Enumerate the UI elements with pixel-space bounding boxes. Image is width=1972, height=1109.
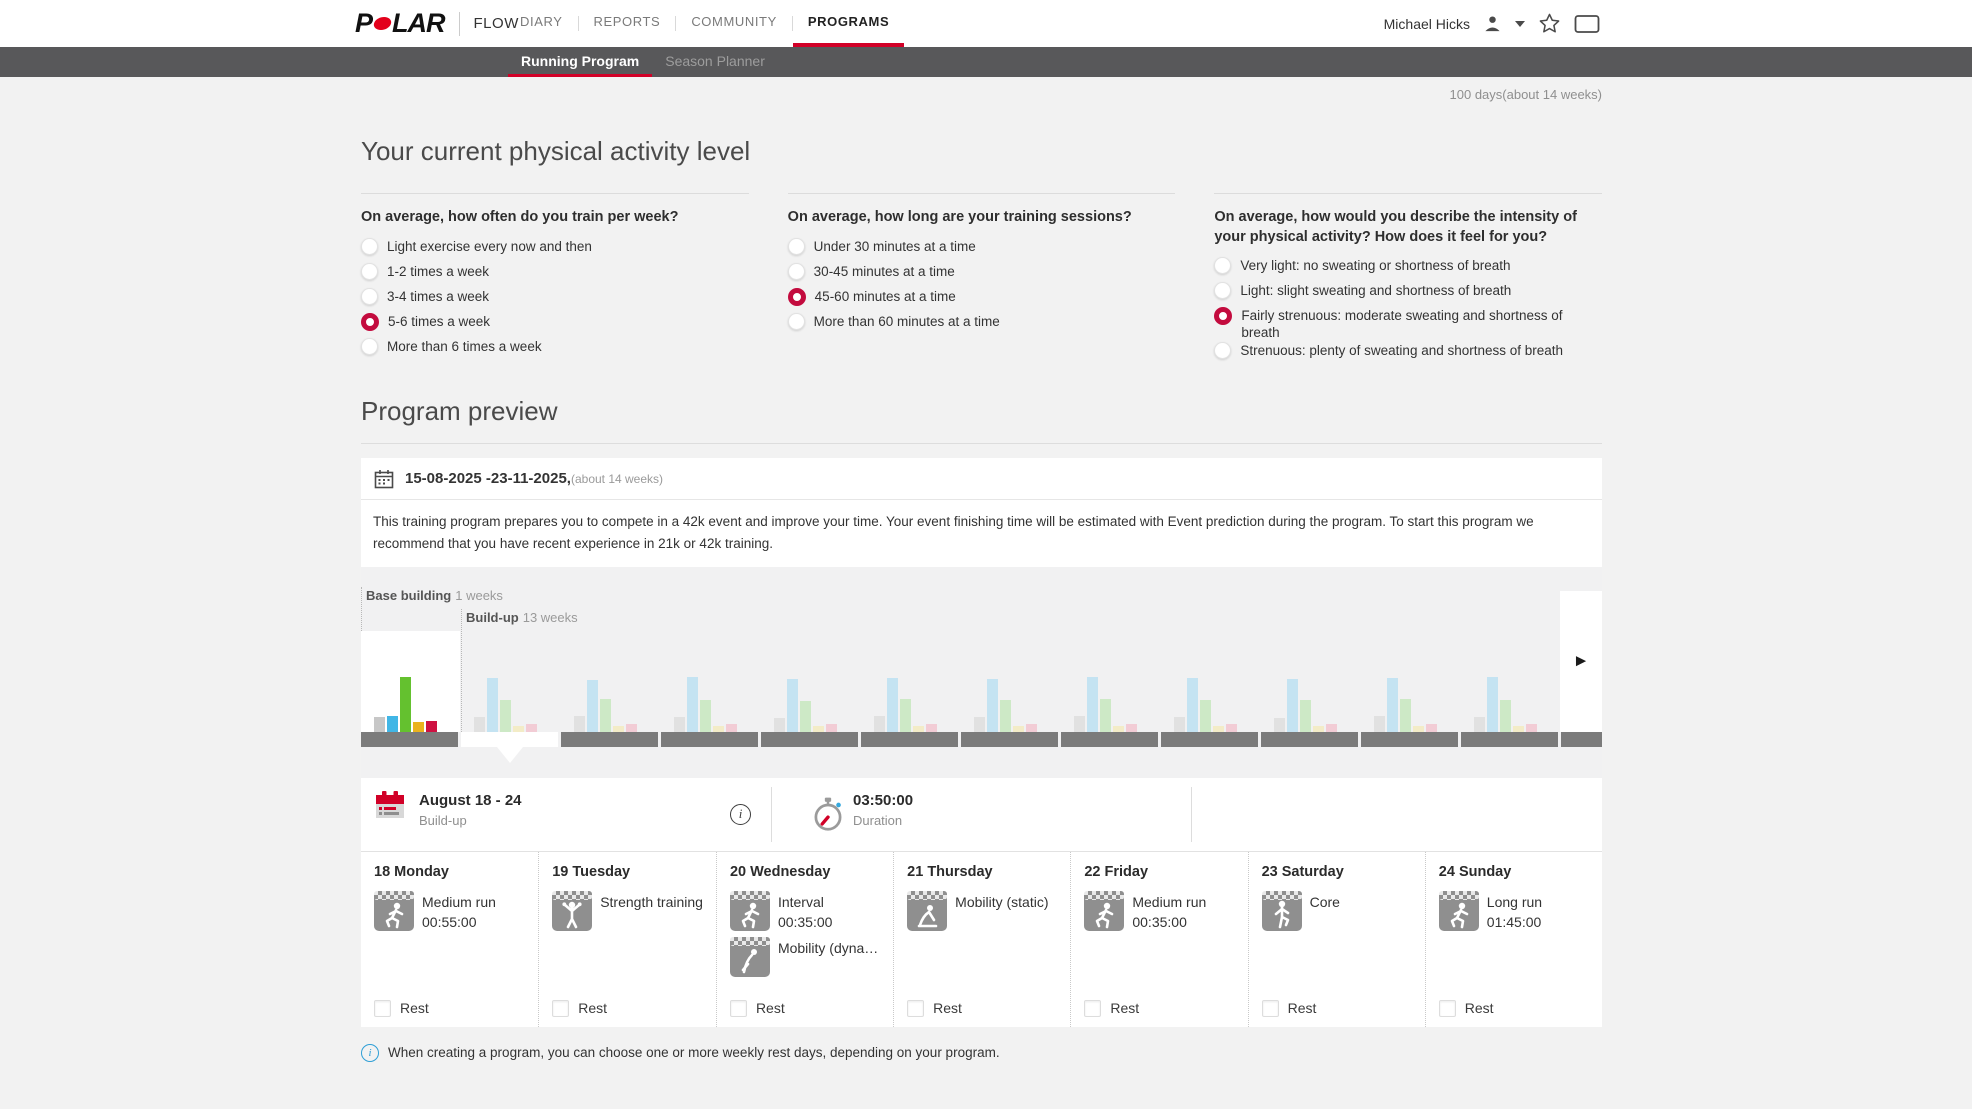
chart-bar (426, 721, 437, 732)
week-info-icon[interactable] (730, 804, 751, 825)
chart-bar (1274, 718, 1285, 732)
strength-icon (552, 891, 592, 931)
activity-text (422, 891, 496, 931)
user-menu-caret-icon[interactable] (1515, 21, 1525, 27)
chart-bar (500, 700, 511, 732)
nav-item-diary[interactable]: DIARY (520, 14, 563, 29)
chart-bar (1026, 724, 1037, 732)
chart-bar (587, 680, 598, 732)
week-days-grid (361, 852, 1602, 1027)
tab-running-program[interactable]: Running Program (508, 47, 652, 77)
radio-button[interactable] (361, 238, 378, 255)
radio-option-label: Light exercise every now and then (387, 238, 592, 254)
rest-label: Rest (1287, 1000, 1317, 1017)
chart-bar (1526, 724, 1537, 732)
radio-option-label: 30-45 minutes at a time (813, 263, 955, 279)
question-title: On average, how would you describe the intensity of your physical activity? How does it feel for you? (1214, 209, 1577, 245)
program-description: This training program prepares you to compete in a 42k event and improve your time. Your event finishing time will be estimated with Event prediction during the program. To start this program we recommend that you have recent experience in 21k or 42k training. (373, 514, 1534, 552)
chart-bar (374, 717, 385, 732)
day-activities (1084, 891, 1234, 1000)
chart-bar (400, 677, 411, 732)
activity-name: Interval (777, 893, 824, 910)
activity-item[interactable] (552, 891, 703, 931)
timeline-week-segment[interactable] (861, 732, 958, 747)
activity-name: Mobility (static) (955, 893, 1049, 910)
nav-item-programs[interactable]: PROGRAMS (793, 0, 904, 47)
timeline-week-segment[interactable] (461, 732, 558, 747)
question-title: On average, how often do you train per week? (361, 209, 679, 225)
note-text: When creating a program, you can choose one or more weekly rest days, depending on your program. (388, 1045, 1000, 1061)
rest-toggle[interactable] (1262, 1000, 1412, 1017)
radio-button[interactable] (1214, 282, 1231, 299)
week-duration-block (853, 792, 913, 828)
activity-duration: 00:55:00 (422, 913, 477, 930)
day-activities (730, 891, 880, 1000)
user-area (1384, 0, 1600, 47)
radio-option[interactable] (788, 287, 1176, 312)
radio-option-label: 45-60 minutes at a time (814, 288, 956, 304)
week-range: August 18 - 24 (419, 791, 522, 809)
timeline-week-segment[interactable] (561, 732, 658, 747)
timeline-week-segment[interactable] (361, 732, 458, 747)
rest-label: Rest (933, 1000, 962, 1017)
radio-button[interactable] (361, 338, 378, 355)
rest-checkbox[interactable] (552, 1000, 569, 1017)
question-title: On average, how long are your training sessions? (787, 209, 1132, 225)
day-column-18-monday (361, 852, 538, 1027)
activity-duration: 00:35:00 (1132, 913, 1187, 930)
radio-button[interactable] (788, 288, 806, 306)
user-name[interactable]: Michael Hicks (1383, 15, 1470, 32)
chart-bar (900, 699, 911, 732)
rest-checkbox[interactable] (730, 1000, 747, 1017)
radio-option[interactable] (361, 312, 749, 337)
chart-bar (474, 717, 485, 732)
polar-logo-dot-icon (372, 17, 392, 30)
radio-option[interactable] (788, 237, 1176, 262)
radio-option-label: Very light: no sweating or shortness of breath (1240, 258, 1511, 274)
activity-text (1487, 891, 1542, 931)
chart-bar (1087, 677, 1098, 732)
radio-option[interactable] (361, 237, 749, 262)
rest-label: Rest (755, 1000, 785, 1017)
chart-bar (726, 724, 737, 732)
chart-bar (1400, 699, 1411, 732)
timeline-week-segment[interactable] (1361, 732, 1458, 747)
radio-option-label: Fairly strenuous: moderate sweating and shortness of breath (1241, 308, 1563, 341)
radio-option-label: 5-6 times a week (388, 313, 491, 329)
chart-bar (1174, 717, 1185, 732)
brand-group (355, 0, 519, 47)
radio-button[interactable] (1214, 342, 1231, 359)
chart-bar (574, 716, 585, 732)
chart-bar (487, 678, 498, 732)
chart-bar (1287, 679, 1298, 732)
radio-button[interactable] (1214, 257, 1231, 274)
rest-checkbox[interactable] (1262, 1000, 1279, 1017)
radio-button[interactable] (788, 263, 805, 280)
activity-item[interactable] (730, 937, 880, 977)
program-date-range-note: (about 14 weeks) (570, 471, 664, 486)
question-column-2 (788, 193, 1176, 366)
radio-button[interactable] (1214, 307, 1232, 325)
day-column-19-tuesday (538, 852, 716, 1027)
radio-option[interactable] (1214, 281, 1602, 306)
rest-toggle[interactable] (1439, 1000, 1589, 1017)
radio-option-label: 3-4 times a week (387, 288, 490, 304)
chart-bar (987, 679, 998, 732)
program-subnav (0, 47, 1972, 77)
activity-text (600, 891, 703, 931)
timeline-week-segment[interactable] (761, 732, 858, 747)
radio-option-label: More than 60 minutes at a time (813, 313, 1000, 329)
day-column-24-sunday (1425, 852, 1602, 1027)
phase-label-build-up: Build-up 13 weeks (466, 609, 578, 625)
chart-bar (787, 679, 798, 732)
program-date-range: 15-08-2025 -23-11-2025, (405, 470, 571, 488)
chart-bar (1200, 700, 1211, 732)
selected-week-panel (361, 778, 1602, 852)
activity-item[interactable] (374, 891, 525, 931)
chart-bar (1374, 716, 1385, 732)
activity-name: Mobility (dyna… (777, 940, 879, 957)
logo-text-p: P (355, 8, 373, 38)
chart-bar (687, 677, 698, 732)
activity-text (1310, 891, 1340, 931)
chart-bar (700, 700, 711, 732)
radio-option[interactable] (1214, 256, 1602, 281)
radio-option[interactable] (788, 262, 1176, 287)
week-duration-value: 03:50:00 (853, 791, 914, 809)
chart-bar (600, 699, 611, 732)
day-column-23-saturday (1248, 852, 1425, 1027)
question-column-1 (361, 193, 749, 366)
day-header: 23 Saturday (1261, 863, 1344, 880)
chart-bar (874, 716, 885, 732)
core-icon (1262, 891, 1302, 931)
panel-divider (771, 787, 772, 842)
top-header (0, 0, 1972, 47)
week-calendar-icon (373, 789, 407, 823)
week-duration-label: Duration (853, 812, 903, 828)
rest-toggle[interactable] (907, 1000, 1057, 1017)
chart-bar (800, 701, 811, 732)
logo-divider (459, 12, 460, 36)
phase-start-line (361, 587, 362, 631)
nav-item-community[interactable]: COMMUNITY (691, 14, 777, 29)
logo-text-lar: LAR (392, 8, 445, 38)
program-date-row (361, 458, 1602, 500)
activity-name: Strength training (600, 893, 703, 910)
activity-duration: 01:45:00 (1486, 913, 1542, 930)
phase-start-line (461, 609, 462, 732)
day-header: 18 Monday (374, 863, 449, 880)
timeline-week-segment[interactable] (1161, 732, 1258, 747)
chart-bar (1500, 700, 1511, 732)
nav-item-reports[interactable]: REPORTS (593, 14, 661, 29)
rest-checkbox[interactable] (374, 1000, 391, 1017)
chart-bar (674, 717, 685, 732)
activity-item[interactable] (907, 891, 1057, 931)
running-icon (1439, 891, 1479, 931)
activity-name: Medium run (1132, 893, 1207, 910)
activity-name: Core (1309, 893, 1340, 910)
chart-bar (1487, 677, 1498, 732)
rest-checkbox[interactable] (1084, 1000, 1101, 1017)
radio-option-label: 1-2 times a week (387, 263, 490, 279)
timeline-week-segment[interactable] (1461, 732, 1558, 747)
chart-bar (1387, 678, 1398, 732)
chart-bar (1300, 700, 1311, 732)
rest-checkbox[interactable] (907, 1000, 924, 1017)
chart-bar (413, 722, 424, 732)
mobility-static-icon (907, 891, 947, 931)
user-avatar-icon[interactable] (1483, 14, 1502, 33)
rest-toggle[interactable] (374, 1000, 525, 1017)
chart-bar (887, 678, 898, 732)
timeline-week-segment[interactable] (1061, 732, 1158, 747)
activity-duration: 00:35:00 (777, 913, 833, 930)
panel-divider (1191, 787, 1192, 842)
chart-bar (1100, 699, 1111, 732)
radio-button[interactable] (788, 238, 805, 255)
running-icon (1084, 891, 1124, 931)
day-activities (374, 891, 525, 1000)
favorites-star-icon[interactable] (1538, 12, 1561, 35)
calendar-outline-icon (373, 468, 395, 490)
radio-option-label: Under 30 minutes at a time (813, 238, 976, 254)
rest-label: Rest (400, 1000, 429, 1017)
chart-bar (774, 718, 785, 732)
activity-item[interactable] (1262, 891, 1412, 931)
selected-week-pointer (497, 747, 523, 763)
radio-option[interactable] (361, 262, 749, 287)
program-preview-title: Program preview (361, 396, 558, 427)
radio-option-label: Light: slight sweating and shortness of breath (1240, 283, 1512, 299)
day-activities (907, 891, 1057, 1000)
chart-bar (387, 716, 398, 732)
activity-name: Medium run (422, 893, 496, 910)
chart-bar (1226, 724, 1237, 732)
rest-label: Rest (578, 1000, 607, 1017)
chart-bar (974, 717, 985, 732)
chart-bar (1426, 724, 1437, 732)
week-phase: Build-up (419, 812, 467, 828)
question-column-3 (1214, 193, 1602, 366)
radio-option[interactable] (1214, 341, 1602, 366)
tab-season-planner[interactable]: Season Planner (665, 52, 765, 69)
activity-level-title: Your current physical activity level (361, 136, 751, 166)
day-column-20-wednesday (716, 852, 893, 1027)
rest-label: Rest (1464, 1000, 1494, 1017)
radio-button[interactable] (361, 313, 379, 331)
day-header: 19 Tuesday (552, 863, 631, 880)
timeline-week-segment[interactable] (961, 732, 1058, 747)
radio-button[interactable] (788, 313, 805, 330)
program-preview-card (361, 458, 1602, 1027)
activity-text (955, 891, 1048, 931)
activity-text (778, 937, 878, 977)
chart-bar (826, 724, 837, 732)
chart-scroll-next-button[interactable] (1560, 591, 1602, 732)
day-activities (1262, 891, 1412, 1000)
chart-bar (526, 724, 537, 732)
radio-option[interactable] (1214, 306, 1602, 341)
radio-option[interactable] (788, 312, 1176, 337)
chart-bar (1474, 717, 1485, 732)
rest-days-note (361, 1044, 1602, 1062)
activity-item[interactable] (1439, 891, 1589, 931)
rest-toggle[interactable] (730, 1000, 880, 1017)
flow-label: FLOW (473, 15, 519, 32)
chart-bar (626, 724, 637, 732)
chart-bar (1126, 724, 1137, 732)
radio-option[interactable] (361, 287, 749, 312)
chart-bar (926, 724, 937, 732)
day-header: 20 Wednesday (729, 863, 831, 880)
day-header: 21 Thursday (907, 863, 993, 880)
chart-bar (1000, 700, 1011, 732)
day-activities (1439, 891, 1589, 1000)
activity-questions (361, 193, 1602, 366)
main-nav (505, 0, 904, 47)
chart-bar (1326, 724, 1337, 732)
radio-option[interactable] (361, 337, 749, 362)
rest-label: Rest (1110, 1000, 1140, 1017)
radio-option-label: More than 6 times a week (387, 338, 542, 354)
polar-logo[interactable] (355, 8, 445, 39)
day-column-22-friday (1070, 852, 1247, 1027)
day-activities (552, 891, 703, 1000)
day-header: 22 Friday (1084, 863, 1149, 880)
activity-item[interactable] (1084, 891, 1234, 931)
running-icon (730, 891, 770, 931)
running-icon (374, 891, 414, 931)
section-divider (361, 443, 1602, 444)
mobility-dynamic-icon (730, 937, 770, 977)
program-length-summary: 100 days(about 14 weeks) (1449, 87, 1602, 102)
rest-toggle[interactable] (552, 1000, 703, 1017)
activity-name: Long run (1486, 893, 1543, 910)
radio-option-label: Strenuous: plenty of sweating and shortness of breath (1240, 343, 1564, 359)
radio-button[interactable] (361, 288, 378, 305)
activity-item[interactable] (730, 891, 880, 931)
radio-button[interactable] (361, 263, 378, 280)
note-info-icon (361, 1044, 379, 1062)
timeline-week-segment[interactable] (1261, 732, 1358, 747)
display-icon[interactable] (1574, 14, 1600, 34)
chart-bar (1074, 716, 1085, 732)
timeline-week-segment[interactable] (1561, 732, 1602, 747)
timeline-week-segment[interactable] (661, 732, 758, 747)
content-container (361, 77, 1602, 1062)
stopwatch-icon (809, 795, 847, 835)
day-header: 24 Sunday (1438, 863, 1512, 880)
day-column-21-thursday (893, 852, 1070, 1027)
rest-checkbox[interactable] (1439, 1000, 1456, 1017)
activity-text (778, 891, 833, 931)
week-range-block (419, 792, 522, 828)
activity-text (1132, 891, 1206, 931)
training-load-chart (361, 567, 1602, 778)
rest-toggle[interactable] (1084, 1000, 1234, 1017)
phase-label-base-building: Base building 1 weeks (366, 587, 503, 603)
chart-bar (1187, 678, 1198, 732)
